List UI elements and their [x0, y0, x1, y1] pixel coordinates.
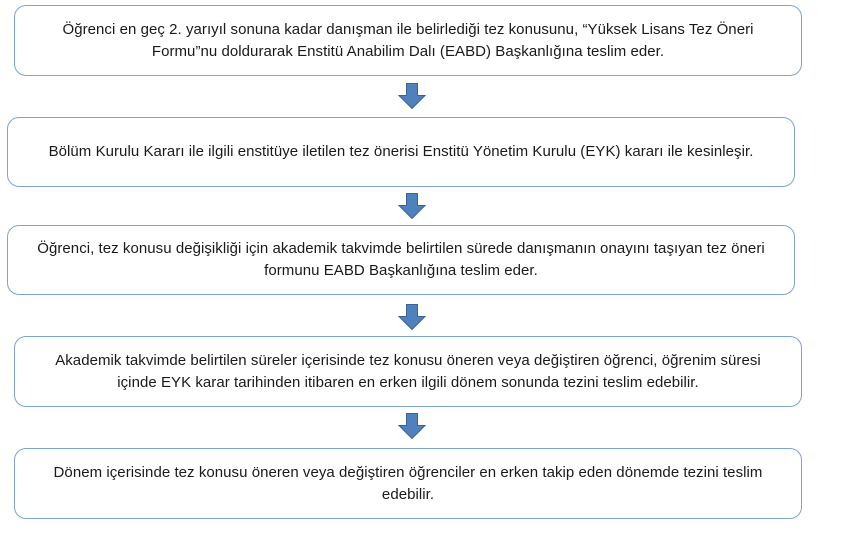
down-arrow-icon [398, 83, 426, 109]
flow-step-3 [7, 225, 795, 295]
flow-step-3-text: Öğrenci, tez konusu değişikliği için akademik takvimde belirtilen sürede danışmanın onayını taşıyan tez öneri formunu EABD Başkanlığına teslim eder. [37, 240, 765, 279]
flow-step-4-text: Akademik takvimde belirtilen süreler içerisinde tez konusu öneren veya değiştiren öğrenci, öğrenim süresi içinde EYK karar tarihinden itibaren en erken ilgili dönem sonunda tezini teslim edebilir. [55, 351, 761, 391]
flow-step-5 [14, 448, 802, 519]
down-arrow-icon [398, 193, 426, 219]
down-arrow-icon [398, 413, 426, 439]
flow-step-1 [14, 5, 802, 76]
flow-step-1-text: Öğrenci en geç 2. yarıyıl sonuna kadar danışman ile belirlediği tez konusunu, “Yüksek Lisans Tez Öneri Formu”nu doldurarak Enstitü Anabilim Dalı (EABD) Başkanlığına teslim eder. [62, 20, 754, 60]
flow-step-5-text: Dönem içerisinde tez konusu öneren veya değiştiren öğrenciler en erken takip eden dönemde tezini teslim edebilir. [53, 463, 763, 503]
flow-step-2 [7, 117, 795, 187]
flow-step-4 [14, 336, 802, 407]
flow-step-2-text: Bölüm Kurulu Kararı ile ilgili enstitüye iletilen tez önerisi Enstitü Yönetim Kurulu (EYK) kararı ile kesinleşir. [48, 143, 754, 160]
down-arrow-icon [398, 304, 426, 330]
